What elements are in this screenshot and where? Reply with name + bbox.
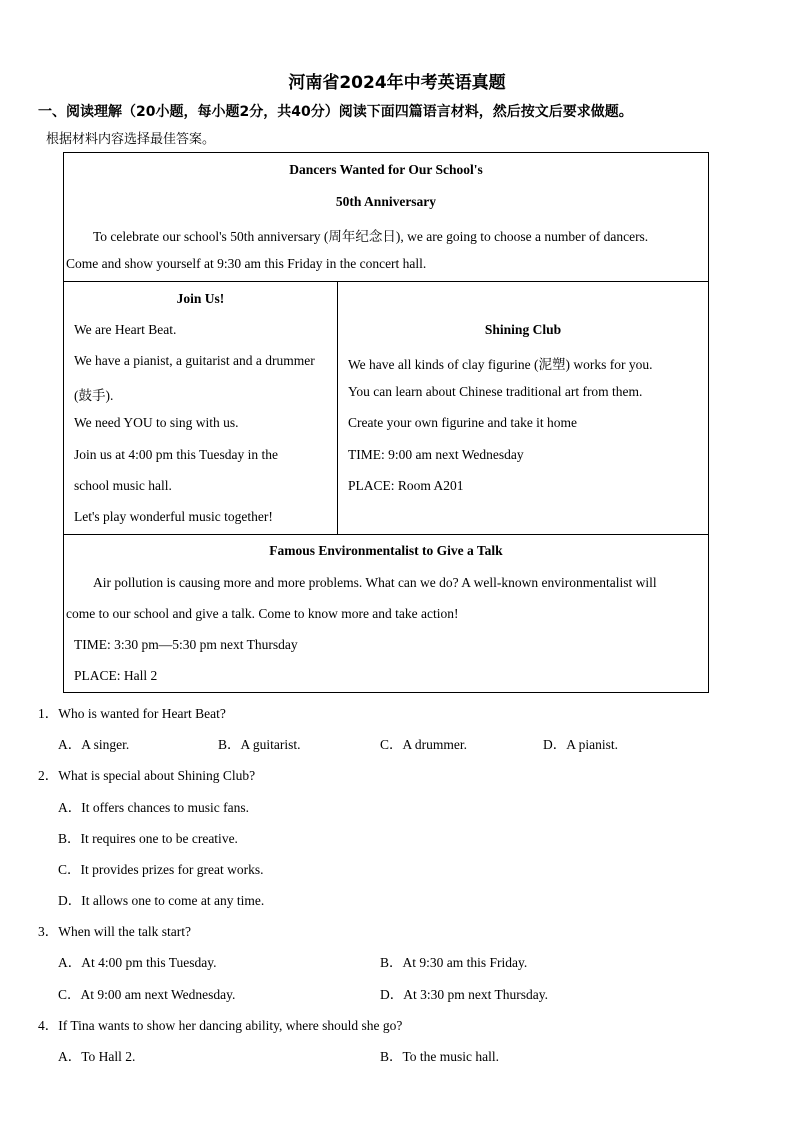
- notice-title: Join Us!: [176, 291, 225, 306]
- notice-body-line: Come and show yourself at 9:30 am this Friday in the concert hall.: [66, 256, 427, 271]
- notice-title: Famous Environmentalist to Give a Talk: [269, 543, 503, 558]
- answer-option[interactable]: B．At 9:30 am this Friday.: [380, 955, 528, 970]
- answer-option[interactable]: B．A guitarist.: [218, 737, 301, 752]
- answer-option[interactable]: A．A singer.: [58, 737, 130, 752]
- notice-row: [63, 281, 709, 535]
- answer-option[interactable]: B．To the music hall.: [380, 1049, 500, 1064]
- answer-option[interactable]: B．It requires one to be creative.: [58, 831, 238, 846]
- answer-option[interactable]: C．A drummer.: [380, 737, 467, 752]
- notice-body-line: To celebrate our school's 50th anniversary (周年纪念日), we are going to choose a number of dancers.: [93, 229, 649, 244]
- notice-line: We have all kinds of clay figurine (泥塑) works for you.: [348, 357, 653, 372]
- answer-option[interactable]: A．It offers chances to music fans.: [58, 800, 249, 815]
- notice-line: Let's play wonderful music together!: [74, 509, 273, 524]
- question-stem: 4．If Tina wants to show her dancing ability, where should she go?: [38, 1018, 403, 1033]
- notice-line: Create your own figurine and take it home: [348, 415, 578, 430]
- notice-body-line: Air pollution is causing more and more problems. What can we do? A well-known environmentalist will: [93, 575, 657, 590]
- notice-dancers-wanted: [63, 152, 709, 282]
- answer-option[interactable]: A．To Hall 2.: [58, 1049, 136, 1064]
- notice-line: Join us at 4:00 pm this Tuesday in the: [74, 447, 279, 462]
- notice-time: TIME: 3:30 pm—5:30 pm next Thursday: [74, 637, 298, 652]
- notice-line: We need YOU to sing with us.: [74, 415, 239, 430]
- answer-option[interactable]: C．It provides prizes for great works.: [58, 862, 264, 877]
- answer-option[interactable]: A．At 4:00 pm this Tuesday.: [58, 955, 217, 970]
- page-title: 河南省2024年中考英语真题: [288, 73, 506, 93]
- notice-line: TIME: 9:00 am next Wednesday: [348, 447, 524, 462]
- notice-title: Shining Club: [484, 322, 562, 337]
- question-stem: 3．When will the talk start?: [38, 924, 191, 939]
- question-stem: 2．What is special about Shining Club?: [38, 768, 256, 783]
- notice-line: school music hall.: [74, 478, 172, 493]
- section-heading: 一、阅读理解（20小题，每小题2分，共40分）阅读下面四篇语言材料，然后按文后要求做题。: [38, 104, 633, 120]
- notice-line: We have a pianist, a guitarist and a drummer: [74, 353, 315, 368]
- notice-title: Dancers Wanted for Our School's: [289, 162, 483, 177]
- answer-option[interactable]: D．A pianist.: [543, 737, 619, 752]
- column-divider: [337, 282, 338, 534]
- notice-line: We are Heart Beat.: [74, 322, 177, 337]
- answer-option[interactable]: D．At 3:30 pm next Thursday.: [380, 987, 548, 1002]
- notice-line: (鼓手).: [74, 388, 114, 403]
- notice-line: You can learn about Chinese traditional art from them.: [348, 384, 643, 399]
- notice-place: PLACE: Hall 2: [74, 668, 158, 683]
- notice-body-line: come to our school and give a talk. Come to know more and take action!: [66, 606, 459, 621]
- answer-option[interactable]: C．At 9:00 am next Wednesday.: [58, 987, 236, 1002]
- section-instruction: 根据材料内容选择最佳答案。: [46, 132, 216, 147]
- notice-line: PLACE: Room A201: [348, 478, 464, 493]
- notice-talk: [63, 534, 709, 693]
- question-stem: 1．Who is wanted for Heart Beat?: [38, 706, 226, 721]
- answer-option[interactable]: D．It allows one to come at any time.: [58, 893, 265, 908]
- notice-subtitle: 50th Anniversary: [335, 194, 437, 209]
